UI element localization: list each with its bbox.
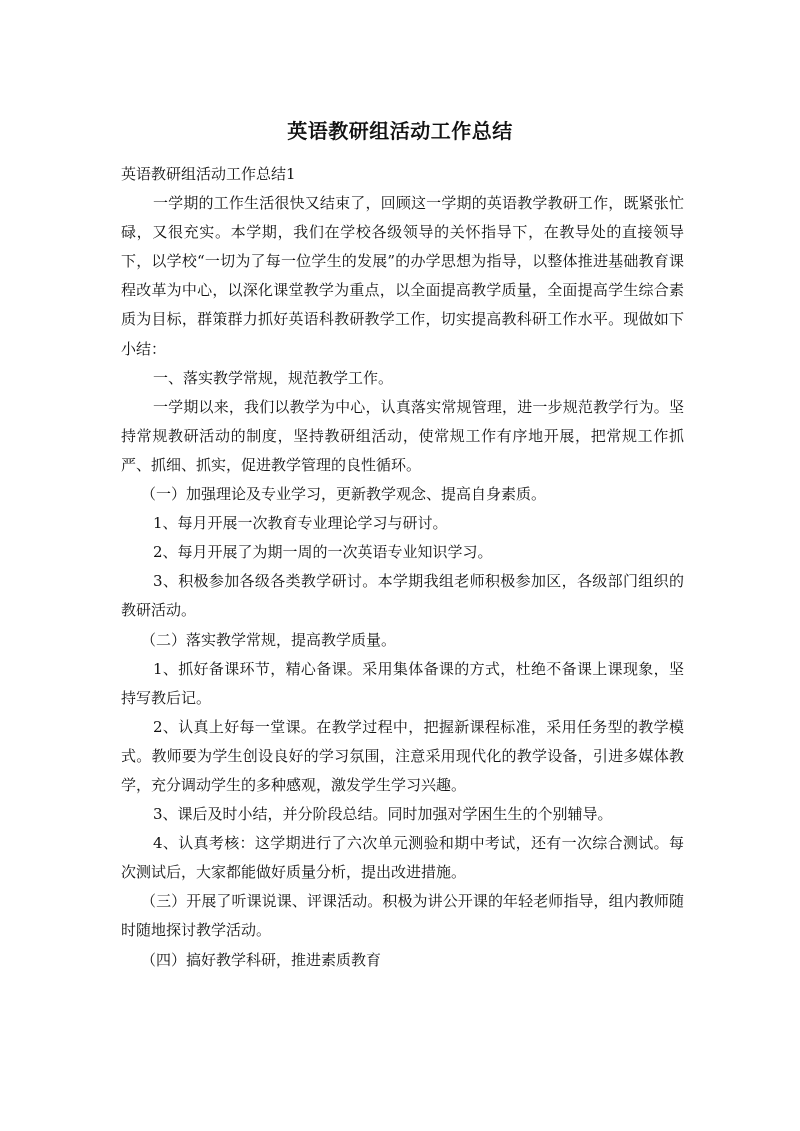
section-heading: 英语教研组活动工作总结1 <box>121 165 296 183</box>
body-paragraph: 2、认真上好每一堂课。在教学过程中，把握新课程标准，采用任务型的教学模式。教师要为学生创设良好的学习氛围，注意采用现代化的教学设备，引进多媒体教学，充分调动学生的多种感观，激发学生学习兴趣。 <box>121 717 684 794</box>
body-paragraph: 1、每月开展一次教育专业理论学习与研讨。 <box>153 514 448 533</box>
body-paragraph: 1、抓好备课环节，精心备课。采用集体备课的方式，杜绝不备课上课现象，坚持写教后记。 <box>121 659 684 707</box>
body-paragraph: 一学期的工作生活很快又结束了，回顾这一学期的英语教学教研工作，既紧张忙碌，又很充实。本学期，我们在学校各级领导的关怀指导下，在教导处的直接领导下，以学校“一切为了每一位学生的发展”的办学思想为指导，以整体推进基础教育课程改革为中心，以深化课堂教学为重点，以全面提高教学质量，全面提高学生综合素质为目标，群策群力抓好英语科教研教学工作，切实提高教科研工作水平。现做如下小结： <box>121 194 684 358</box>
body-paragraph: 一、落实教学常规，规范教学工作。 <box>153 368 394 387</box>
body-paragraph: （四）搞好教学科研，推进素质教育 <box>141 950 382 969</box>
body-paragraph: （一）加强理论及专业学习，更新教学观念、提高自身素质。 <box>141 485 547 504</box>
document-title: 英语教研组活动工作总结 <box>287 119 513 143</box>
body-paragraph: 2、每月开展了为期一周的一次英语专业知识学习。 <box>153 543 493 562</box>
body-paragraph: （三）开展了听课说课、评课活动。积极为讲公开课的年轻老师指导，组内教师随时随地探讨教学活动。 <box>121 892 684 940</box>
body-paragraph: 4、认真考核：这学期进行了六次单元测验和期中考试，还有一次综合测试。每次测试后，大家都能做好质量分析，提出改进措施。 <box>121 834 684 882</box>
body-paragraph: 3、课后及时小结，并分阶段总结。同时加强对学困生生的个别辅导。 <box>153 805 613 824</box>
document-body <box>121 160 684 975</box>
body-paragraph: 3、积极参加各级各类教学研讨。本学期我组老师积极参加区，各级部门组织的教研活动。 <box>121 572 684 620</box>
body-paragraph: （二）落实教学常规，提高教学质量。 <box>141 630 397 649</box>
body-paragraph: 一学期以来，我们以教学为中心，认真落实常规管理，进一步规范教学行为。坚持常规教研活动的制度，坚持教研组活动，使常规工作有序地开展，把常规工作抓严、抓细、抓实，促进教学管理的良性循环。 <box>121 397 684 474</box>
